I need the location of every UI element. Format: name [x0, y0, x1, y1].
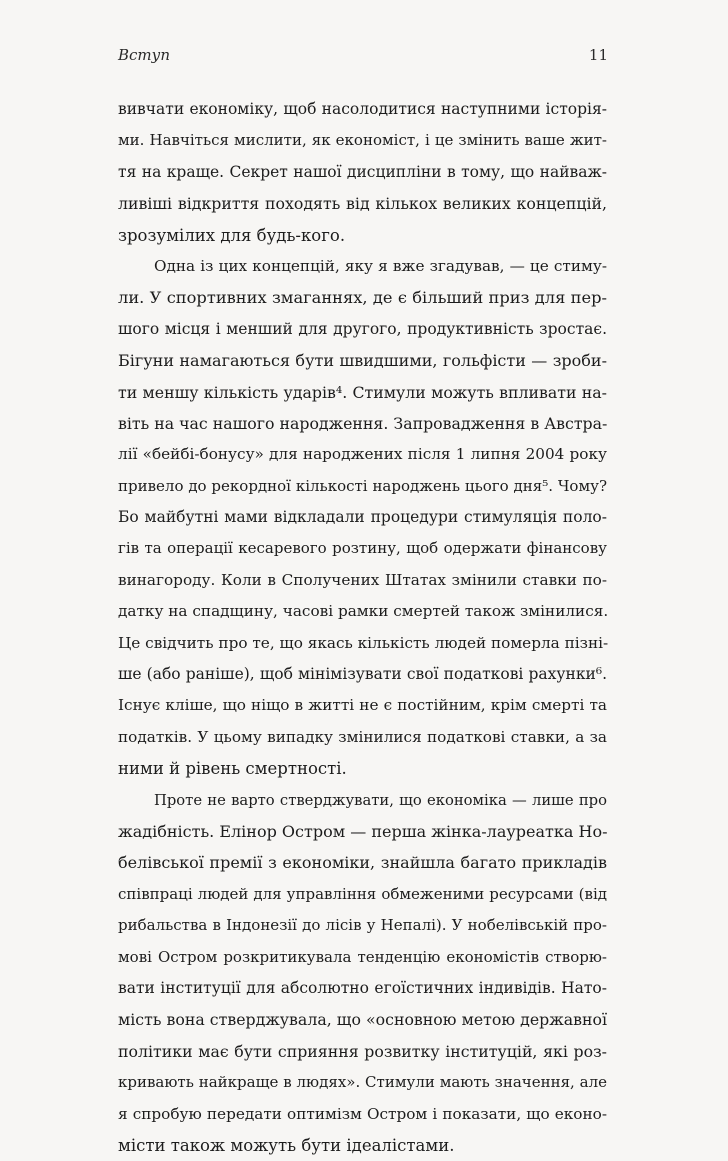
running-head: Вступ: [118, 46, 171, 64]
text-line: ли. У спортивних змаганнях, де є більший приз для пер-: [118, 288, 607, 308]
text-line: Одна із цих концепцій, яку я вже згадував, — це стиму-: [154, 256, 607, 275]
text-line: ними й рівень смертності.: [118, 759, 347, 779]
text-line: Бо майбутні мами відкладали процедури стимуляція поло-: [118, 508, 607, 527]
text-line: белівської премії з економіки, знайшла багато прикладів: [118, 853, 607, 873]
text-line: мість вона стверджувала, що «основною метою державної: [118, 1010, 607, 1030]
text-line: гів та операції кесаревого розтину, щоб одержати фінансову: [118, 539, 607, 558]
text-line: співпраці людей для управління обмеженими ресурсами (від: [118, 884, 607, 903]
text-line: ше (або раніше), щоб мінімізувати свої податкові рахунки⁶.: [118, 665, 607, 684]
text-line: тя на краще. Секрет нашої дисципліни в тому, що найваж-: [118, 162, 607, 181]
paragraph-2: [118, 251, 607, 785]
text-line: Бігуни намагаються бути швидшими, гольфісти — зроби-: [118, 351, 607, 371]
text-line: я спробую передати оптимізм Остром і показати, що еконо-: [118, 1104, 607, 1123]
page-number: 11: [588, 46, 608, 64]
text-line: віть на час нашого народження. Запровадження в Австра-: [118, 413, 608, 433]
text-line: місти також можуть бути ідеалістами.: [118, 1135, 455, 1155]
text-line: жадібність. Елінор Остром — перша жінка-лауреатка Но-: [118, 821, 608, 841]
text-line: Проте не варто стверджувати, що економіка — лише про: [154, 791, 607, 809]
text-line: ми. Навчіться мислити, як економіст, і це змінить ваше жит-: [118, 131, 607, 150]
text-line: зрозумілих для будь-кого.: [118, 225, 346, 245]
text-line: податків. У цьому випадку змінилися податкові ставки, а за: [118, 727, 607, 746]
text-line: привело до рекордної кількості народжень цього дня⁵. Чому?: [118, 476, 607, 495]
paragraph-3: [118, 785, 607, 1161]
text-line: ливіші відкриття походять від кількох великих концепцій,: [118, 194, 607, 214]
text-line: винагороду. Коли в Сполучених Штатах змінили ставки по-: [118, 570, 607, 589]
text-line: мові Остром розкритикувала тенденцію економістів створю-: [118, 947, 607, 966]
text-line: Це свідчить про те, що якась кількість людей померла пізні-: [118, 633, 609, 652]
paragraph-1: [118, 94, 607, 251]
text-line: кривають найкраще в людях». Стимули мають значення, але: [118, 1073, 607, 1092]
body-text: [118, 94, 607, 1161]
text-line: Існує кліше, що ніщо в житті не є постійним, крім смерті та: [118, 696, 607, 715]
text-line: лії «бейбі-бонусу» для народжених після 1 липня 2004 року: [118, 445, 607, 464]
text-line: ти меншу кількість ударів⁴. Стимули можуть впливати на-: [118, 382, 607, 402]
text-line: рибальства в Індонезії до лісів у Непалі). У нобелівській про-: [118, 916, 607, 935]
text-line: вати інституції для абсолютно егоїстичних індивідів. Нато-: [118, 978, 607, 997]
text-line: вивчати економіку, щоб насолодитися наступними історія-: [118, 100, 607, 118]
text-line: шого місця і менший для другого, продуктивність зростає.: [118, 319, 607, 338]
text-line: політики має бути сприяння розвитку інституцій, які роз-: [118, 1041, 607, 1061]
text-line: датку на спадщину, часові рамки смертей також змінилися.: [118, 602, 609, 621]
